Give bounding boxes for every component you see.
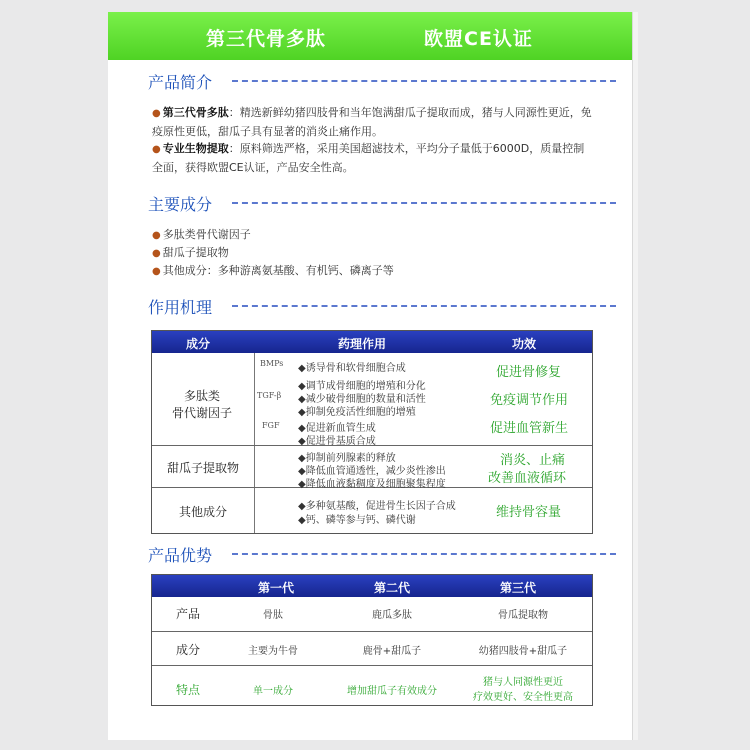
row-divider	[152, 665, 592, 666]
pharmacology-text: 促进骨基质合成	[305, 436, 376, 447]
effect-anti-inflammatory: 消炎、止痛	[500, 453, 566, 468]
section-title-mechanism: 作用机理	[148, 298, 213, 317]
intro-label-1: 第三代骨多肽	[162, 106, 229, 119]
bullet-icon: ●	[152, 266, 161, 277]
row-label-line: 多肽类	[183, 389, 220, 403]
header-gen-3: 第三代	[500, 581, 537, 595]
pharmacology-item: ◆降低血液黏稠度及细胞聚集程度	[298, 479, 446, 490]
pharmacology-item: ◆促进新血管生成	[298, 423, 376, 434]
header-effect: 功效	[512, 337, 537, 351]
header-pharmacology: 药理作用	[338, 337, 387, 351]
gen2-features: 增加甜瓜子有效成分	[347, 686, 437, 697]
pharmacology-item: ◆多种氨基酸，促进骨生长因子合成	[298, 501, 456, 512]
pharmacology-text: 抑制免疫活性细胞的增殖	[305, 407, 416, 418]
bullet-icon: ●	[152, 230, 161, 241]
bullet-icon: ●	[152, 248, 161, 259]
section-title-ingredients: 主要成分	[148, 195, 213, 214]
table-header	[152, 331, 592, 353]
section-divider	[232, 553, 616, 555]
intro-paragraph-2	[152, 140, 592, 177]
section-divider	[232, 202, 616, 204]
pharmacology-item: ◆降低血管通透性，减少炎性渗出	[298, 466, 446, 477]
pharmacology-item: ◆调节成骨细胞的增殖和分化	[298, 381, 426, 392]
factor-tag-tgf: TGF-β	[257, 391, 282, 400]
effect-bone-mass: 维持骨容量	[496, 505, 562, 520]
pharmacology-text: 降低血液黏稠度及细胞聚集程度	[305, 479, 446, 490]
ingredient-item	[152, 226, 251, 242]
pharmacology-item: ◆抑制免疫活性细胞的增殖	[298, 407, 416, 418]
intro-text-2: ：原料筛选严格，采用美国超滤技术，平均分子量低于6000D，质量控制全面，获得欧盟CE认证，产品安全性高。	[152, 142, 585, 174]
gen1-product: 骨肽	[263, 610, 283, 621]
gen2-product: 鹿瓜多肽	[372, 610, 412, 621]
pharmacology-item: ◆诱导骨和软骨细胞合成	[298, 363, 406, 374]
ingredient-text: 多肽类骨代谢因子	[162, 228, 251, 241]
section-divider	[232, 80, 616, 82]
pharmacology-item: ◆促进骨基质合成	[298, 436, 376, 447]
column-divider	[254, 353, 255, 533]
bullet-icon: ●	[152, 108, 161, 119]
ingredient-text: 其他成分：多种游离氨基酸、有机钙、磷离子等	[162, 264, 394, 277]
pharmacology-item: ◆抑制前列腺素的释放	[298, 453, 396, 464]
pharmacology-text: 诱导骨和软骨细胞合成	[305, 363, 406, 374]
banner-title: 第三代骨多肽	[206, 28, 327, 50]
row-label-composition: 成分	[176, 643, 201, 657]
section-title-intro: 产品简介	[148, 73, 213, 92]
feature-line: 猪与人同源性更近	[483, 677, 563, 688]
gen3-product: 骨瓜提取物	[498, 610, 548, 621]
pharmacology-text: 多种氨基酸，促进骨生长因子合成	[305, 501, 456, 512]
bullet-icon: ●	[152, 144, 161, 155]
row-label-peptide	[162, 387, 242, 421]
pharmacology-text: 抑制前列腺素的释放	[305, 453, 396, 464]
gen1-composition: 主要为牛骨	[248, 646, 298, 657]
effect-angiogenesis: 促进血管新生	[490, 421, 569, 436]
gen2-composition: 鹿骨+甜瓜子	[362, 646, 422, 657]
pharmacology-text: 减少破骨细胞的数量和活性	[305, 394, 426, 405]
document-page	[108, 12, 636, 740]
pharmacology-text: 降低血管通透性，减少炎性渗出	[305, 466, 446, 477]
header-gen-2: 第二代	[374, 581, 411, 595]
page-edge	[632, 12, 638, 740]
header-gen-1: 第一代	[258, 581, 295, 595]
effect-bone-repair: 促进骨修复	[496, 365, 562, 380]
pharmacology-text: 促进新血管生成	[305, 423, 376, 434]
intro-paragraph-1	[152, 104, 592, 141]
ingredient-item	[152, 262, 394, 278]
mechanism-table	[151, 330, 593, 534]
table-header	[152, 575, 592, 597]
row-label-melon-seed: 甜瓜子提取物	[166, 461, 239, 475]
factor-tag-bmps: BMPs	[260, 359, 284, 368]
section-title-advantages: 产品优势	[148, 546, 213, 565]
advantages-table	[151, 574, 593, 706]
row-label-other: 其他成分	[178, 505, 227, 519]
section-divider	[232, 305, 616, 307]
ingredient-item	[152, 244, 229, 260]
intro-text-1: ：精选新鲜幼猪四肢骨和当年饱满甜瓜子提取而成，猪与人同源性更近，免疫原性更低，甜瓜子具有显著的消炎止痛作用。	[152, 106, 592, 138]
pharmacology-item: ◆减少破骨细胞的数量和活性	[298, 394, 426, 405]
intro-label-2: 专业生物提取	[162, 142, 229, 155]
ingredient-text: 甜瓜子提取物	[162, 246, 229, 259]
gen3-composition: 幼猪四肢骨+甜瓜子	[478, 646, 568, 657]
effect-circulation: 改善血液循环	[488, 471, 567, 486]
header-ingredient: 成分	[186, 337, 211, 351]
effect-immune: 免疫调节作用	[490, 393, 569, 408]
title-banner	[108, 12, 636, 60]
row-label-features: 特点	[176, 683, 201, 697]
row-divider	[152, 631, 592, 632]
gen3-features	[456, 673, 590, 703]
pharmacology-text: 调节成骨细胞的增殖和分化	[305, 381, 426, 392]
feature-line: 疗效更好、安全性更高	[473, 692, 573, 703]
pharmacology-text: 钙、磷等参与钙、磷代谢	[305, 515, 416, 526]
pharmacology-item: ◆钙、磷等参与钙、磷代谢	[298, 515, 416, 526]
row-label-line: 骨代谢因子	[171, 406, 232, 420]
factor-tag-fgf: FGF	[262, 421, 280, 430]
gen1-features: 单一成分	[253, 686, 293, 697]
banner-certification: 欧盟CE认证	[424, 28, 533, 50]
row-label-product: 产品	[176, 607, 201, 621]
